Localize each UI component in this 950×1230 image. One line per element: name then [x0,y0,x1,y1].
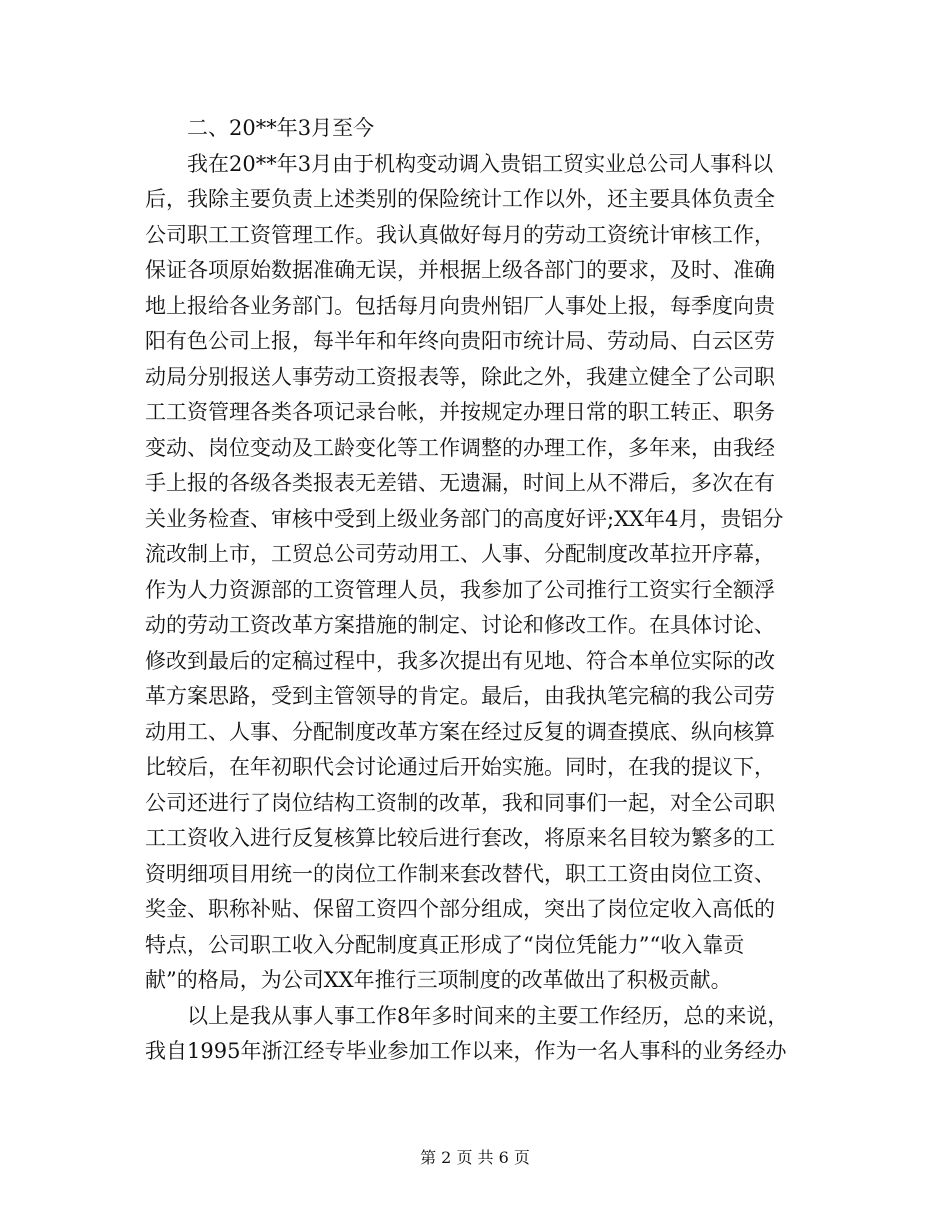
section-heading: 二、20**年3月至今 [187,116,375,140]
paragraph-line: 革方案思路，受到主管领导的肯定。最后，由我执笔完稿的我公司劳 [145,684,775,708]
paragraph-line: 流改制上市，工贸总公司劳动用工、人事、分配制度改革拉开序幕， [145,542,775,566]
paragraph-line: 以上是我从事人事工作8年多时间来的主要工作经历，总的来说， [187,1003,789,1028]
paragraph-line: 后，我除主要负责上述类别的保险统计工作以外，还主要具体负责全 [145,187,775,211]
paragraph-line: 保证各项原始数据准确无误，并根据上级各部门的要求，及时、准确 [145,258,775,282]
paragraph-line: 我自1995年浙江经专毕业参加工作以来，作为一名人事科的业务经办 [145,1039,787,1063]
paragraph-line: 比较后，在年初职代会讨论通过后开始实施。同时，在我的提议下， [145,755,775,779]
paragraph-line: 地上报给各业务部门。包括每月向贵州铝厂人事处上报，每季度向贵 [145,293,775,318]
page-footer: 第 2 页 共 6 页 [420,1148,530,1167]
paragraph-line: 资明细项目用统一的岗位工作制来套改替代，职工工资由岗位工资、 [145,861,775,886]
paragraph-line: 动的劳动工资改革方案措施的制定、讨论和修改工作。在具体讨论、 [145,613,775,637]
paragraph-line: 关业务检查、审核中受到上级业务部门的高度好评;XX年4月，贵铝分 [145,506,784,531]
paragraph-line: 修改到最后的定稿过程中，我多次提出有见地、符合本单位实际的改 [145,648,775,673]
paragraph-line: 阳有色公司上报，每半年和年终向贵阳市统计局、劳动局、白云区劳 [145,329,775,353]
paragraph-line: 动局分别报送人事劳动工资报表等，除此之外，我建立健全了公司职 [145,364,775,389]
paragraph-line: 献”的格局，为公司XX年推行三项制度的改革做出了积极贡献。 [145,968,732,992]
paragraph-line: 动用工、人事、分配制度改革方案在经过反复的调查摸底、纵向核算 [145,719,775,744]
document-body [145,111,825,1070]
paragraph-line: 作为人力资源部的工资管理人员，我参加了公司推行工资实行全额浮 [145,577,775,602]
paragraph-line: 我在20**年3月由于机构变动调入贵铝工贸实业总公司人事科以 [187,151,774,176]
paragraph-line: 工工资管理各类各项记录台帐，并按规定办理日常的职工转正、职务 [145,400,775,424]
paragraph-2 [145,999,825,1070]
paragraph-line: 手上报的各级各类报表无差错、无遗漏，时间上从不滞后，多次在有 [145,471,775,495]
paragraph-line: 公司职工工资管理工作。我认真做好每月的劳动工资统计审核工作， [145,222,775,247]
paragraph-line: 公司还进行了岗位结构工资制的改革，我和同事们一起，对全公司职 [145,790,775,815]
paragraph-1 [145,147,825,999]
paragraph-line: 工工资收入进行反复核算比较后进行套改，将原来名目较为繁多的工 [145,826,775,850]
paragraph-line: 奖金、职称补贴、保留工资四个部分组成，突出了岗位定收入高低的 [145,897,775,921]
paragraph-line: 特点，公司职工收入分配制度真正形成了“岗位凭能力”“收入靠贡 [145,932,745,957]
paragraph-line: 变动、岗位变动及工龄变化等工作调整的办理工作，多年来，由我经 [145,435,775,460]
